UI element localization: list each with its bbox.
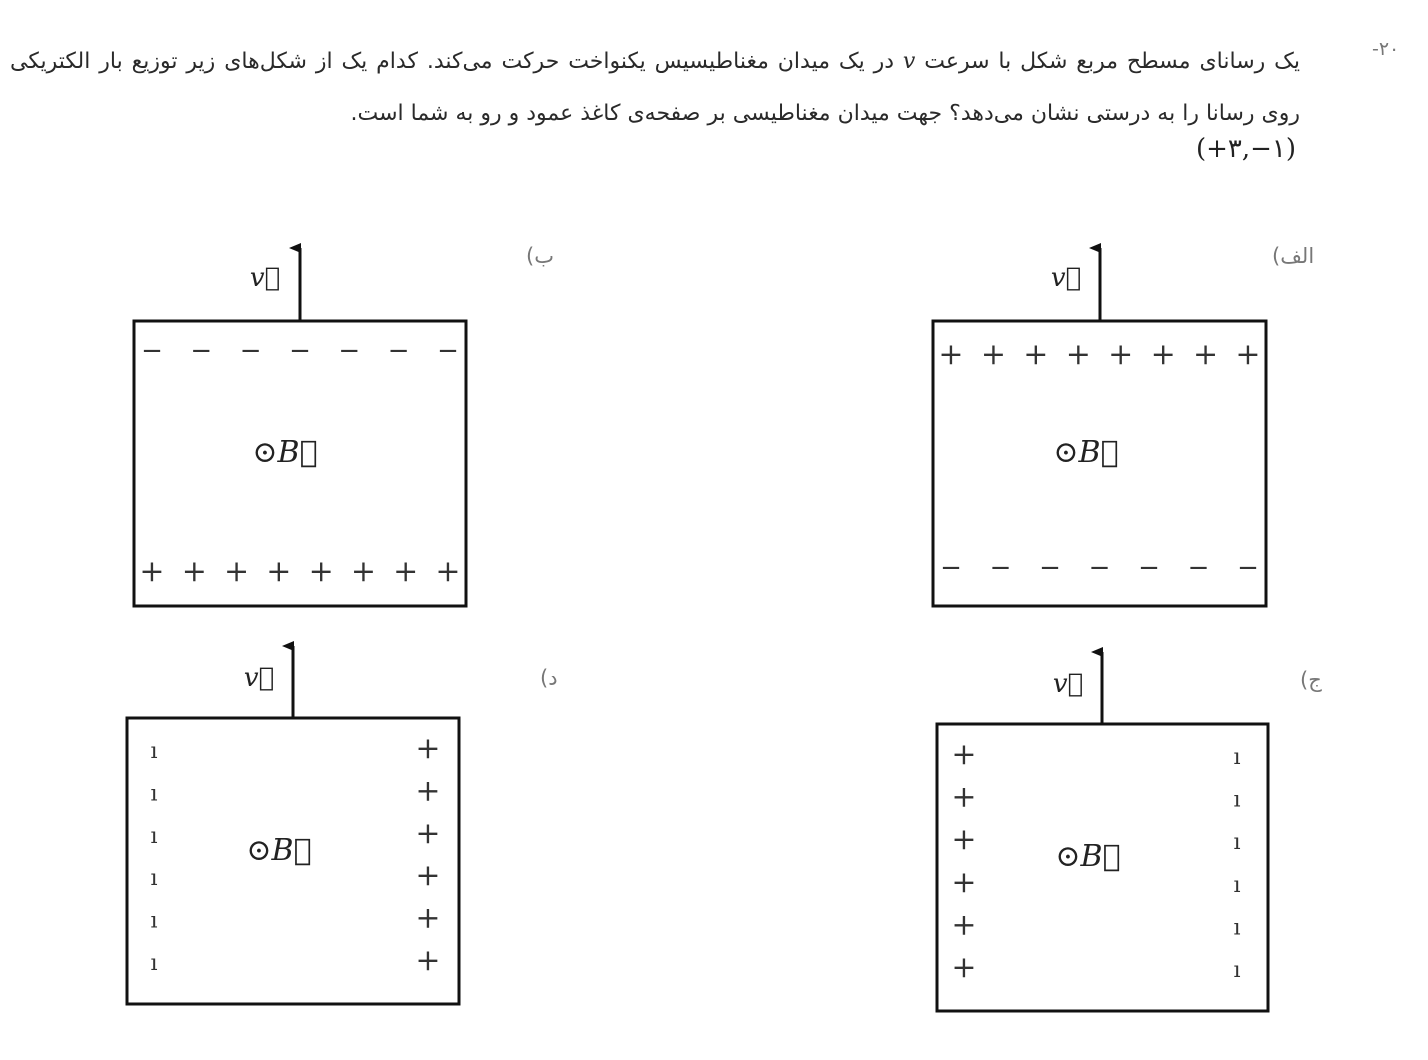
charge-left-2: ı bbox=[150, 781, 158, 807]
charge-bottom-1: − bbox=[940, 553, 962, 583]
charge-bottom-8: + bbox=[435, 554, 461, 589]
charge-right-3: ı bbox=[1233, 830, 1241, 856]
charge-top-1: − bbox=[141, 336, 163, 366]
charge-left-2: + bbox=[951, 779, 977, 815]
charge-right-4: + bbox=[415, 858, 441, 894]
figure-be bbox=[134, 248, 466, 606]
charge-bottom-7: − bbox=[1237, 553, 1259, 583]
charge-top-1: + bbox=[938, 337, 964, 372]
charge-bottom-4: − bbox=[1088, 553, 1111, 583]
charge-top-4: − bbox=[289, 336, 311, 366]
charge-bottom-6: − bbox=[1187, 553, 1210, 583]
charge-bottom-4: + bbox=[266, 554, 292, 589]
option-label-dal: د) bbox=[540, 666, 558, 690]
velocity-symbol: v bbox=[902, 49, 916, 74]
charge-top-8: + bbox=[1235, 337, 1261, 372]
charge-bottom-2: − bbox=[989, 553, 1012, 583]
velocity-label: v⃗ bbox=[1050, 263, 1082, 293]
charge-bottom-7: + bbox=[393, 554, 419, 589]
option-label-alef: الف) bbox=[1272, 244, 1315, 268]
charge-top-3: + bbox=[1023, 337, 1049, 372]
charge-right-6: + bbox=[415, 943, 441, 978]
charge-right-5: ı bbox=[1233, 915, 1241, 941]
charge-top-7: + bbox=[1193, 337, 1219, 372]
charge-right-4: ı bbox=[1233, 872, 1241, 898]
question-text-part2: در یک میدان مغناطیسیس یکنواخت حرکت می‌کند. کدام یک از شکل‌های زیر توزیع بار الکتریکی روی رسانا را به درستی نشان می‌دهد؟ جهت میدان مغناطیسی بر صفحه‌ی کاغذ عمود و رو به شما است. bbox=[10, 49, 1300, 126]
charge-left-1: + bbox=[951, 737, 977, 772]
charge-left-5: ı bbox=[150, 908, 158, 934]
option-label-jim: ج) bbox=[1300, 668, 1322, 692]
charge-right-1: ı bbox=[1233, 745, 1241, 770]
charge-top-2: + bbox=[980, 337, 1006, 372]
magnetic-field-label: ⊙B⃗ bbox=[1053, 435, 1119, 470]
magnetic-field-label: ⊙B⃗ bbox=[252, 435, 318, 470]
charge-bottom-3: − bbox=[1039, 553, 1061, 583]
charge-top-7: − bbox=[437, 336, 459, 366]
velocity-label: v⃗ bbox=[249, 263, 281, 293]
charge-left-5: + bbox=[951, 907, 977, 943]
option-label-be: ب) bbox=[526, 244, 554, 268]
question-number: -۲۰ bbox=[1372, 38, 1400, 60]
figure-alef bbox=[933, 248, 1266, 606]
charge-left-3: ı bbox=[150, 823, 158, 849]
charge-right-2: ı bbox=[1233, 787, 1241, 813]
magnetic-field-label: ⊙B⃗ bbox=[1055, 839, 1121, 874]
charge-right-6: ı bbox=[1233, 958, 1241, 983]
question-reference: (+۳,−۱) bbox=[1195, 134, 1296, 164]
velocity-label: v⃗ bbox=[1052, 669, 1084, 699]
charge-right-5: + bbox=[415, 900, 441, 936]
charge-bottom-3: + bbox=[224, 554, 250, 589]
charge-right-2: + bbox=[415, 773, 441, 809]
charge-bottom-1: + bbox=[139, 554, 165, 589]
magnetic-field-label: ⊙B⃗ bbox=[246, 833, 312, 868]
charge-top-5: + bbox=[1108, 337, 1134, 372]
charge-left-6: ı bbox=[150, 951, 158, 976]
charge-left-3: + bbox=[951, 822, 977, 858]
charge-left-4: + bbox=[951, 864, 977, 900]
velocity-label: v⃗ bbox=[243, 663, 275, 693]
figure-dal bbox=[127, 646, 459, 1004]
charge-right-1: + bbox=[415, 731, 441, 766]
charge-top-4: + bbox=[1065, 337, 1091, 372]
charge-bottom-6: + bbox=[350, 554, 376, 589]
charge-left-4: ı bbox=[150, 866, 158, 892]
charge-bottom-5: − bbox=[1138, 553, 1160, 583]
charge-top-2: − bbox=[190, 336, 213, 366]
charge-bottom-2: + bbox=[181, 554, 207, 589]
figure-jim bbox=[937, 652, 1268, 1011]
charge-bottom-5: + bbox=[308, 554, 334, 589]
charge-left-1: ı bbox=[150, 739, 158, 764]
question-text-part1: یک رسانای مسطح مربع شکل با سرعت bbox=[924, 49, 1300, 74]
charge-top-5: − bbox=[338, 336, 361, 366]
charge-top-6: + bbox=[1150, 337, 1176, 372]
charge-top-6: − bbox=[387, 336, 410, 366]
charge-top-3: − bbox=[239, 336, 262, 366]
charge-right-3: + bbox=[415, 815, 441, 851]
charge-left-6: + bbox=[951, 950, 977, 985]
